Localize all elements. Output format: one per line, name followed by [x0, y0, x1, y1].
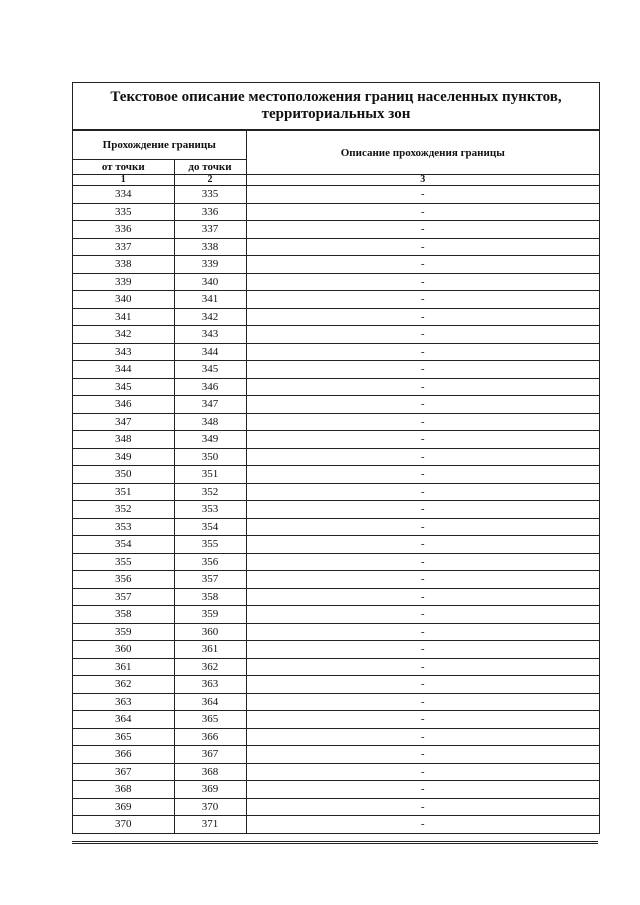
from-point-cell: 363	[73, 693, 174, 711]
table-row	[73, 711, 599, 729]
description-cell: -	[246, 343, 599, 361]
description-cell: -	[246, 308, 599, 326]
from-point-cell: 356	[73, 571, 174, 589]
description-cell: -	[246, 186, 599, 204]
table-row	[73, 763, 599, 781]
header-to-point: до точки	[174, 160, 246, 175]
table-row	[73, 501, 599, 519]
from-point-cell: 367	[73, 763, 174, 781]
table-row	[73, 588, 599, 606]
to-point-cell: 349	[174, 431, 246, 449]
description-cell: -	[246, 431, 599, 449]
description-cell: -	[246, 798, 599, 816]
description-cell: -	[246, 693, 599, 711]
to-point-cell: 348	[174, 413, 246, 431]
table-row	[73, 483, 599, 501]
description-cell: -	[246, 256, 599, 274]
table-row	[73, 693, 599, 711]
header-boundary-passage: Прохождение границы	[73, 131, 246, 160]
from-point-cell: 366	[73, 746, 174, 764]
boundary-description-sheet	[72, 82, 600, 834]
table-row	[73, 396, 599, 414]
to-point-cell: 350	[174, 448, 246, 466]
to-point-cell: 338	[174, 238, 246, 256]
table-row	[73, 256, 599, 274]
document-title	[73, 83, 599, 130]
description-cell: -	[246, 816, 599, 834]
from-point-cell: 362	[73, 676, 174, 694]
to-point-cell: 355	[174, 536, 246, 554]
from-point-cell: 346	[73, 396, 174, 414]
from-point-cell: 344	[73, 361, 174, 379]
description-cell: -	[246, 623, 599, 641]
description-cell: -	[246, 763, 599, 781]
description-cell: -	[246, 501, 599, 519]
table-row	[73, 221, 599, 239]
description-cell: -	[246, 221, 599, 239]
table-row	[73, 641, 599, 659]
to-point-cell: 342	[174, 308, 246, 326]
to-point-cell: 366	[174, 728, 246, 746]
description-cell: -	[246, 361, 599, 379]
from-point-cell: 337	[73, 238, 174, 256]
table-row	[73, 816, 599, 834]
from-point-cell: 358	[73, 606, 174, 624]
to-point-cell: 359	[174, 606, 246, 624]
from-point-cell: 360	[73, 641, 174, 659]
description-cell: -	[246, 396, 599, 414]
description-cell: -	[246, 571, 599, 589]
from-point-cell: 335	[73, 203, 174, 221]
table-body	[73, 186, 599, 834]
table-row	[73, 448, 599, 466]
to-point-cell: 344	[174, 343, 246, 361]
table-row	[73, 518, 599, 536]
from-point-cell: 352	[73, 501, 174, 519]
to-point-cell: 352	[174, 483, 246, 501]
header-description: Описание прохождения границы	[246, 131, 599, 175]
from-point-cell: 338	[73, 256, 174, 274]
from-point-cell: 349	[73, 448, 174, 466]
description-cell: -	[246, 641, 599, 659]
to-point-cell: 353	[174, 501, 246, 519]
from-point-cell: 342	[73, 326, 174, 344]
to-point-cell: 358	[174, 588, 246, 606]
table-row	[73, 781, 599, 799]
description-cell: -	[246, 781, 599, 799]
from-point-cell: 354	[73, 536, 174, 554]
to-point-cell: 364	[174, 693, 246, 711]
from-point-cell: 348	[73, 431, 174, 449]
table-row	[73, 413, 599, 431]
to-point-cell: 368	[174, 763, 246, 781]
description-cell: -	[246, 553, 599, 571]
table-row	[73, 746, 599, 764]
from-point-cell: 345	[73, 378, 174, 396]
description-cell: -	[246, 676, 599, 694]
to-point-cell: 371	[174, 816, 246, 834]
to-point-cell: 367	[174, 746, 246, 764]
to-point-cell: 346	[174, 378, 246, 396]
table-row	[73, 308, 599, 326]
from-point-cell: 351	[73, 483, 174, 501]
table-row	[73, 536, 599, 554]
table-row	[73, 291, 599, 309]
table-row	[73, 343, 599, 361]
to-point-cell: 341	[174, 291, 246, 309]
header-col-number-1: 1	[73, 175, 174, 186]
description-cell: -	[246, 483, 599, 501]
table-row	[73, 361, 599, 379]
table-row	[73, 238, 599, 256]
to-point-cell: 370	[174, 798, 246, 816]
from-point-cell: 359	[73, 623, 174, 641]
table-row	[73, 676, 599, 694]
description-cell: -	[246, 536, 599, 554]
header-col-number-2: 2	[174, 175, 246, 186]
description-cell: -	[246, 728, 599, 746]
description-cell: -	[246, 466, 599, 484]
table-row	[73, 273, 599, 291]
header-col-number-3: 3	[246, 175, 599, 186]
from-point-cell: 336	[73, 221, 174, 239]
table-row	[73, 186, 599, 204]
table-row	[73, 798, 599, 816]
description-cell: -	[246, 378, 599, 396]
description-cell: -	[246, 291, 599, 309]
to-point-cell: 347	[174, 396, 246, 414]
to-point-cell: 335	[174, 186, 246, 204]
from-point-cell: 340	[73, 291, 174, 309]
to-point-cell: 363	[174, 676, 246, 694]
table-row	[73, 728, 599, 746]
to-point-cell: 343	[174, 326, 246, 344]
description-cell: -	[246, 448, 599, 466]
to-point-cell: 351	[174, 466, 246, 484]
from-point-cell: 350	[73, 466, 174, 484]
to-point-cell: 357	[174, 571, 246, 589]
table-row	[73, 658, 599, 676]
from-point-cell: 355	[73, 553, 174, 571]
title-line-2: территориальных зон	[261, 106, 411, 122]
to-point-cell: 354	[174, 518, 246, 536]
table-row	[73, 203, 599, 221]
description-cell: -	[246, 413, 599, 431]
to-point-cell: 356	[174, 553, 246, 571]
description-cell: -	[246, 518, 599, 536]
table-row	[73, 553, 599, 571]
from-point-cell: 369	[73, 798, 174, 816]
to-point-cell: 337	[174, 221, 246, 239]
table-row	[73, 606, 599, 624]
boundary-table	[73, 130, 599, 834]
table-row	[73, 431, 599, 449]
from-point-cell: 347	[73, 413, 174, 431]
from-point-cell: 370	[73, 816, 174, 834]
title-line-1: Текстовое описание местоположения границ населенных пунктов,	[110, 89, 562, 105]
from-point-cell: 368	[73, 781, 174, 799]
from-point-cell: 353	[73, 518, 174, 536]
to-point-cell: 362	[174, 658, 246, 676]
description-cell: -	[246, 711, 599, 729]
to-point-cell: 336	[174, 203, 246, 221]
table-row	[73, 466, 599, 484]
from-point-cell: 339	[73, 273, 174, 291]
description-cell: -	[246, 203, 599, 221]
bottom-double-rule	[72, 841, 598, 844]
from-point-cell: 357	[73, 588, 174, 606]
header-from-point: от точки	[73, 160, 174, 175]
table-row	[73, 378, 599, 396]
from-point-cell: 365	[73, 728, 174, 746]
description-cell: -	[246, 746, 599, 764]
table-row	[73, 571, 599, 589]
from-point-cell: 364	[73, 711, 174, 729]
from-point-cell: 361	[73, 658, 174, 676]
to-point-cell: 361	[174, 641, 246, 659]
description-cell: -	[246, 606, 599, 624]
to-point-cell: 340	[174, 273, 246, 291]
from-point-cell: 334	[73, 186, 174, 204]
table-row	[73, 326, 599, 344]
to-point-cell: 365	[174, 711, 246, 729]
from-point-cell: 343	[73, 343, 174, 361]
to-point-cell: 369	[174, 781, 246, 799]
to-point-cell: 345	[174, 361, 246, 379]
description-cell: -	[246, 273, 599, 291]
description-cell: -	[246, 238, 599, 256]
to-point-cell: 339	[174, 256, 246, 274]
description-cell: -	[246, 658, 599, 676]
from-point-cell: 341	[73, 308, 174, 326]
to-point-cell: 360	[174, 623, 246, 641]
table-row	[73, 623, 599, 641]
description-cell: -	[246, 326, 599, 344]
description-cell: -	[246, 588, 599, 606]
